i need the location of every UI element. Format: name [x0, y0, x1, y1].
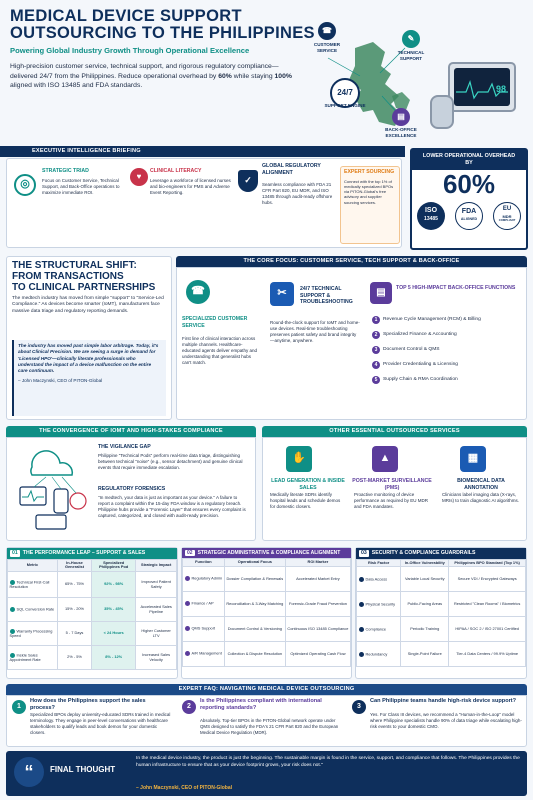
vigilance-text: Philippine "Technical Pods" perform real-time data triage, distinguishing between technical "noise" (e.g., sensor detachment) and genuine clinical events that require immediate escalation. [98, 453, 243, 470]
fda-badge: FDA ALIGNED [455, 202, 483, 230]
intro-text: High-precision customer service, technical support, and rigorous regulatory compliance—delivered 24/7 from the Philippines. Reduce operational overhead by 60% while staying 100% aligned with ISO 13485 and FDA standards. [10, 63, 292, 90]
bo-item: 1 Revenue Cycle Management (RCM) & Billing [372, 316, 524, 324]
vigilance-title: THE VIGILANCE GAP [98, 444, 151, 450]
performance-table: Metric In-House Generalist Specialized Philippines Pod Strategic Impact Technical First-Call Resolution 65% - 75% 92% - 98% Improved Patient Safety SQL Conversion Rate 15% - 20% 35% - 45% Accelerated Sales Pipeline Warranty Processing Speed 5 - 7 Days < 24 Hours Higher Customer LTV Inside Sales Appointment Rate 2% - 5% 8% - 12% Increased Sales Velocity [7, 559, 177, 671]
iomt-header: THE CONVERGENCE OF IOMT AND HIGH-STAKES COMPLIANCE [6, 426, 256, 437]
literacy-title: CLINICAL LITERACY [150, 168, 202, 174]
forensics-text: "In medtech, your data is just as important as your device." A failure to report a complaint within the 15-day FDA window is a regulatory breach. Philippine hubs provide a "Forensic Layer" that ensures every complaint is captured, categorized, and closed with audit-ready precision. [98, 495, 246, 518]
expert-title: EXPERT SOURCING [344, 169, 395, 175]
monitor-reading: 98 [495, 84, 506, 94]
triad-title: STRATEGIC TRIAD [42, 168, 89, 174]
alignment-table: Function Operational Focus ROI Marker Regulatory Admin Dossier Compilation & Renewals Accelerated Market Entry Finance / AP Reconciliation & 3-Way Matching Forensic-Grade Fraud Prevention QMS Support Document Control & Versioning Continuous ISO 13485 Compliance A/R Management Collection & Dispute Resolution Optimized Operating Cash Flow [182, 558, 351, 667]
smartwatch-icon [430, 95, 454, 129]
quote-text: The industry has moved past simple labor arbitrage. Today, it's about Clinical Precision. We are seeing a surge in demand for 'Licensed HPO'—clinically literate professionals who understand the impact of a device malfunction on the entire care continuum. [18, 343, 159, 374]
target-icon: ◎ [14, 174, 36, 196]
support-engine-badge: 24/7 [330, 78, 360, 108]
table-row: Physical Security Public-Facing Areas Restricted "Clean Rooms" / Biometrics [357, 592, 526, 617]
shift-quote [12, 340, 166, 416]
other-item-text: Medically literate SDRs identify hospital leads and schedule demos for domestic closers. [270, 492, 341, 509]
overhead-value: 60% [442, 168, 496, 199]
iso-badge: ISO 13485 [417, 202, 445, 230]
other-item-text: Clinicians label imaging data (X-rays, MRIs) to train diagnostic AI algorithms. [442, 492, 520, 503]
table-row: Data Access Variable Local Security Secure VDI / Encrypted Gateways [357, 567, 526, 592]
faq-question: How does the Philippines support the sales process? [30, 698, 146, 711]
performance-table-header: 01 THE PERFORMANCE LEAP – SUPPORT & SALES [7, 548, 177, 559]
forensics-title: REGULATORY FORENSICS [98, 486, 166, 492]
overhead-card [410, 148, 528, 250]
ts-title: 24/7 TECHNICAL SUPPORT & TROUBLESHOOTING [300, 286, 353, 305]
other-item-title: POST-MARKET SURVEILLANCE (PMS) [352, 478, 432, 491]
briefing-header: EXECUTIVE INTELLIGENCE BRIEFING [0, 146, 405, 157]
overhead-label: LOWER OPERATIONAL OVERHEAD BY [412, 150, 526, 170]
other-item-title: LEAD GENERATION & INSIDE SALES [271, 478, 345, 491]
clipboard-icon: ▤ [370, 282, 392, 304]
handshake-icon: ✋ [286, 446, 312, 472]
performance-table-card [6, 547, 178, 679]
table-row: SQL Conversion Rate 15% - 20% 35% - 45% Accelerated Sales Pipeline [8, 598, 177, 622]
bo-item: 2 Specialized Finance & Accounting [372, 331, 524, 339]
faq-answer: Absolutely. Top-tier BPOs in the PITON-Global network operate under QMS designed to satisfy the FDA's 21 CFR Part 820 and the European Medical Device Regulation (MDR). [200, 718, 339, 735]
bo-list [372, 316, 524, 384]
faq-number-1: 1 [12, 700, 26, 714]
chart-trend-icon: ▲ [372, 446, 398, 472]
table-row: Compliance Periodic Training HIPAA / SOC 2 / ISO 27001 Certified [357, 617, 526, 642]
faq-header: EXPERT FAQ: NAVIGATING MEDICAL DEVICE OUTSOURCING [6, 684, 527, 695]
alignment-table-card [181, 547, 352, 679]
page-subtitle: Powering Global Industry Growth Through Operational Excellence [10, 46, 250, 55]
final-text: In the medical device industry, the product is just the beginning. The sustainable margin is found in the service, support, and compliance that follows. The Philippines provides the human infrastructure to ensure that as your device footprint grows, your risk does not." [136, 756, 520, 768]
support-engine-label: SUPPORT ENGINE [324, 103, 366, 108]
faq-answer: Yes. For Class III devices, we recommend a "Human-in-the-Loop" model where Philippine specialists handle 90% of data triage while escalating high-risk events to your domestic CMO. [370, 712, 522, 729]
stethoscope-icon: ♥ [130, 168, 148, 186]
faq-number-2: 2 [182, 700, 196, 714]
security-table: Risk Factor In-Office Vulnerability Philippines BPO Standard (Top 1%) Data Access Variable Local Security Secure VDI / Encrypted Gateways Physical Security Public-Facing Areas Restricted "Clean Rooms" / Biometrics Compliance Periodic Training HIPAA / SOC 2 / ISO 27001 Certified Redundancy Single-Point Failure Tier-4 Data Centers / 99.9% Uptime [356, 559, 526, 668]
quote-mark-icon: “ [14, 757, 44, 787]
tools-icon: ✂ [270, 282, 294, 306]
regulatory-text: Seamless compliance with FDA 21 CFR Part 820, EU MDR, and ISO 13485 through audit-ready offshore hubs. [262, 182, 333, 205]
core-focus-header: THE CORE FOCUS: CUSTOMER SERVICE, TECH SUPPORT & BACK-OFFICE [176, 256, 527, 267]
table-row: A/R Management Collection & Dispute Resolution Optimized Operating Cash Flow [183, 642, 351, 667]
bo-title: TOP 5 HIGH-IMPACT BACK-OFFICE FUNCTIONS [396, 285, 516, 291]
table-row: Warranty Processing Speed 5 - 7 Days < 24 Hours Higher Customer LTV [8, 622, 177, 646]
triad-text: Focus on Customer Service, Technical Support, and Back-Office operations to maximize immediate ROI. [42, 178, 120, 195]
quote-author: – John Maczynski, CEO of PITON-Global [18, 377, 103, 383]
other-item-text: Proactive monitoring of device performance as required by EU MDR and FDA mandates. [354, 492, 429, 509]
table-row: Technical First-Call Resolution 65% - 75% 92% - 98% Improved Patient Safety [8, 572, 177, 598]
final-thought-banner [6, 751, 527, 796]
other-item-title: BIOMEDICAL DATA ANNOTATION [457, 478, 505, 491]
expert-sourcing-card [340, 166, 400, 244]
eu-mdr-badge: EU MDR COMPLIANT [493, 202, 521, 230]
shift-text: The medtech industry has moved from simple "support" to "Service-Led Compliance." As devices become smarter (IoMT), manufacturers face massive data triage and regulatory reporting demands. [12, 296, 164, 314]
cs-title: SPECIALIZED CUSTOMER SERVICE [182, 316, 248, 329]
image-annotation-icon: ▦ [460, 446, 486, 472]
ts-text: Round-the-clock support for IoMT and home-use devices. Real-time troubleshooting preserves patient safety and brand integrity—anytime, anywhere. [270, 320, 360, 343]
headset-icon: ☎ [318, 22, 336, 40]
faq-number-3: 3 [352, 700, 366, 714]
hero-customer-service: CUSTOMER SERVICE [313, 42, 341, 53]
faq-answer: Specialized BPOs deploy university-educated SDRs trained in medical terminology. They engage in peer-level conversations with healthcare stakeholders to qualify leads and book demos for your domestic closers. [30, 712, 171, 735]
cs-text: First line of clinical interaction across multiple channels. Healthcare-educated agents deliver empathy and understanding that generalist hubs can't match. [182, 336, 258, 365]
regulatory-title: GLOBAL REGULATORY ALIGNMENT [262, 163, 321, 176]
final-author: – John Maczynski, CEO of PITON-Global [136, 785, 233, 791]
alignment-table-header: 02 STRATEGIC ADMINISTRATIVE & COMPLIANCE ALIGNMENT [182, 548, 351, 558]
table-row: Inside Sales Appointment Rate 2% - 5% 8% - 12% Increased Sales Velocity [8, 646, 177, 670]
shield-check-icon: ✓ [238, 170, 258, 192]
literacy-text: Leverage a workforce of licensed nurses and bio-engineers for PMS and Adverse Event Reporting. [150, 178, 231, 195]
security-table-header: 03 SECURITY & COMPLIANCE GUARDRAILS [356, 548, 526, 559]
wrench-icon: ✎ [402, 30, 420, 48]
expert-text: Connect with the top 1% of medically specialized BPOs via PITON-Global's free advisory and supplier sourcing services. [344, 178, 394, 205]
headset-support-icon: ☎ [186, 280, 210, 304]
other-services-header: OTHER ESSENTIAL OUTSOURCED SERVICES [262, 426, 527, 437]
table-row: Regulatory Admin Dossier Compilation & Renewals Accelerated Market Entry [183, 567, 351, 592]
hero-back-office: BACK-OFFICE EXCELLENCE [385, 127, 417, 138]
final-title: FINAL THOUGHT [50, 765, 116, 774]
shift-title: THE STRUCTURAL SHIFT: FROM TRANSACTIONS TO CLINICAL PARTNERSHIPS [12, 260, 156, 294]
document-icon: ▤ [392, 108, 410, 126]
security-table-card [355, 547, 527, 679]
bo-item: 5 Supply Chain & RMA Coordination [372, 376, 524, 384]
connected-devices-icon [12, 445, 90, 533]
patient-monitor-icon [448, 62, 516, 112]
certification-badges [412, 202, 526, 230]
faq-question: Is the Philippines compliant with international reporting standards? [200, 698, 322, 711]
hero-technical-support: TECHNICAL SUPPORT [397, 50, 425, 61]
faq-question: Can Philippine teams handle high-risk device support? [370, 698, 517, 704]
table-row: Finance / AP Reconciliation & 3-Way Matching Forensic-Grade Fraud Prevention [183, 592, 351, 617]
bo-item: 3 Document Control & QMS [372, 346, 524, 354]
table-row: Redundancy Single-Point Failure Tier-4 Data Centers / 99.9% Uptime [357, 642, 526, 667]
table-row: QMS Support Document Control & Versioning Continuous ISO 13485 Compliance [183, 617, 351, 642]
page-title: MEDICAL DEVICE SUPPORT OUTSOURCING TO THE PHILIPPINES [10, 7, 315, 43]
bo-item: 4 Provider Credentialing & Licensing [372, 361, 524, 369]
